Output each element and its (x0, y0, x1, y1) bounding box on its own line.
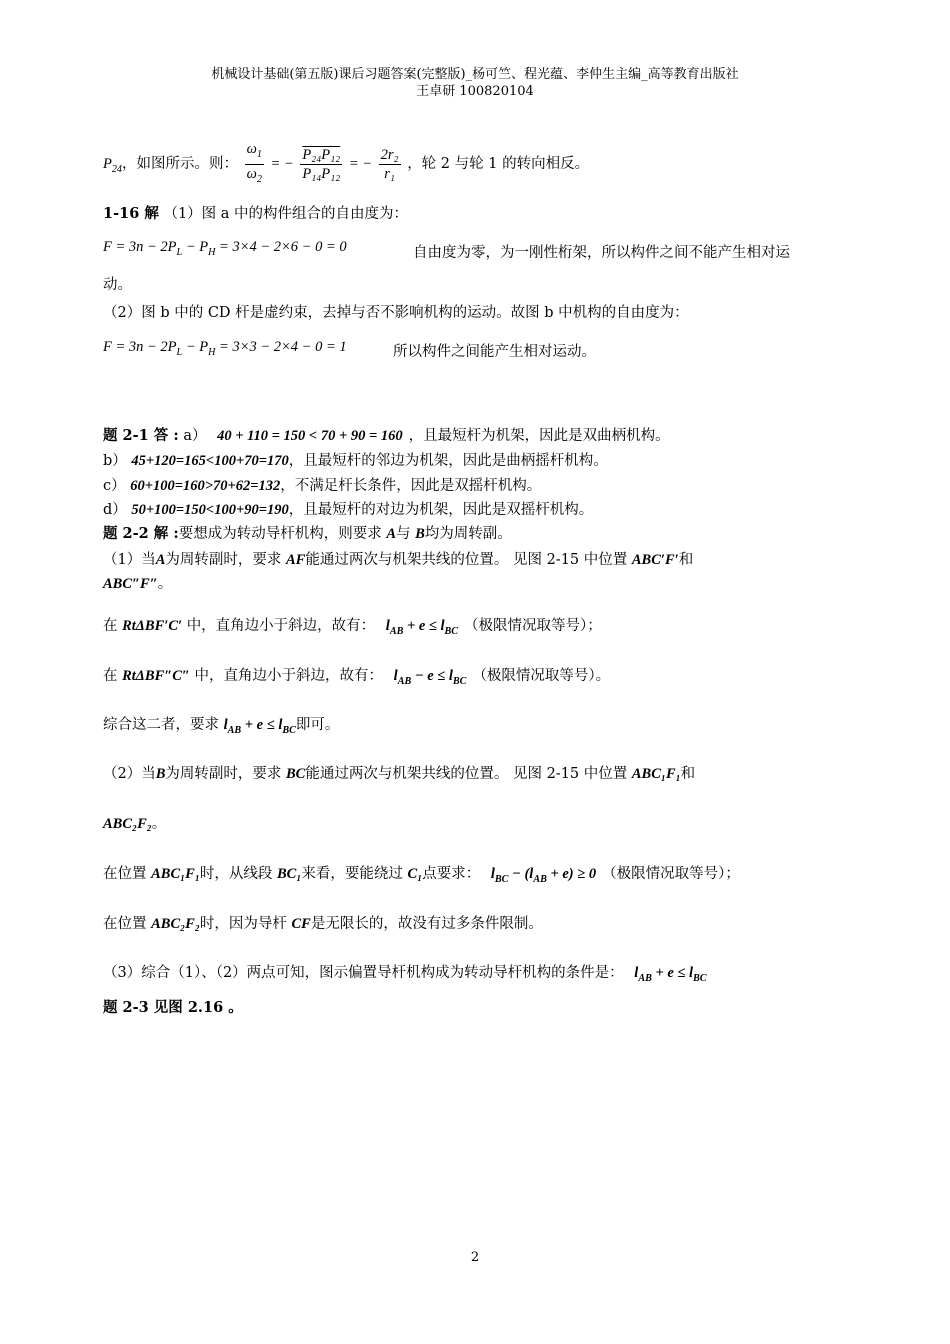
s116-heading: 1-16 解 （1）图 a 中的构件组合的自由度为： (103, 205, 409, 222)
s116-comment1b: 动。 (103, 277, 132, 293)
s22-intro: 题 2-2 解 :要想成为转动导杆机构，则要求 A与 B均为周转副。 (103, 525, 512, 542)
s116-part2: （2）图 b 中的 CD 杆是虚约束，去掉与否不影响机构的运动。故图 b 中机构的自由度为： (103, 305, 689, 321)
s21-c: c） 60+100=160>70+62=132，不满足杆长条件，因此是双摇杆机构。 (103, 478, 542, 494)
pole-ratio: $\frac{\text{P₂₄P₁₂}}{\text{P₁₄P₁₂}}$ (302, 146, 341, 182)
page-header (0, 66, 950, 100)
header-author: 王卓研 100820104 (416, 84, 534, 99)
s22-p2: （2）当B为周转副时，要求 BC能通过两次与机架共线的位置。 见图 2-15 中位置 ABC₁F₁和 (103, 766, 696, 782)
s22-p2-cont: ABC₂F₂。 (103, 816, 167, 832)
s116-comment1: 自由度为零，为一刚性桁架，所以构件之间不能产生相对运 (413, 245, 790, 261)
omega-ratio: $\frac{\omega_1}{\omega_2}$ (246, 140, 262, 185)
s116-formula2: $F = 3n - 2P_L - P_H = 3\times 3 - 2\times 4 - 0 = 1$ (103, 339, 347, 358)
radius-ratio: $\frac{\text{2r₂}}{\text{r₁}}$ (380, 146, 399, 182)
s22-p1-cont: ABC″F″。 (103, 576, 173, 592)
s22-rt1: 在 RtΔBF′C′ 中，直角边小于斜边，故有： $l_{AB} + e \le l_{BC}$ （极限情况取等号）； (103, 618, 602, 637)
s22-at1: 在位置 ABC₁F₁时，从线段 BC₁来看，要能绕过 C₁点要求： $l_{BC} - (l_{AB} + e) \ge 0$ （极限情况取等号）； (103, 866, 740, 885)
s23-heading: 题 2-3 见图 2.16 。 (103, 999, 243, 1016)
header-title: 机械设计基础(第五版)课后习题答案(完整版)_杨可竺、程光蕴、李仲生主编_高等教育出版社 (211, 67, 739, 82)
s22-p3: （3）综合（1）、（2）两点可知，图示偏置导杆机构成为转动导杆机构的条件是： $l_{AB} + e \le l_{BC}$ (103, 965, 707, 984)
s21-d: d） 50+100=150<100+90=190，且最短杆的对边为机架，因此是双摇杆机构。 (103, 502, 594, 518)
s116-formula1: $F = 3n - 2P_L - P_H = 3\times 4 - 2\times 6 - 0 = 0$ (103, 239, 347, 258)
s21-a: 题 2-1 答 : a） 40 + 110 = 150 < 70 + 90 = 160 ，且最短杆为机架，因此是双曲柄机构。 (103, 427, 670, 444)
page-number: 2 (470, 1250, 480, 1265)
s22-summary: 综合这二者，要求 $l_{AB} + e \le l_{BC}$即可。 (103, 717, 340, 736)
s22-rt2: 在 RtΔBF″C″ 中，直角边小于斜边，故有： $l_{AB} - e \le l_{BC}$ （极限情况取等号）。 (103, 668, 611, 687)
s21-b: b） 45+120=165<100+70=170，且最短杆的邻边为机架，因此是曲柄摇杆机构。 (103, 453, 608, 469)
s22-p1: （1）当A为周转副时，要求 AF能通过两次与机架共线的位置。 见图 2-15 中位置 ABC′F′和 (103, 552, 694, 568)
s22-at2: 在位置 ABC₂F₂时，因为导杆 CF是无限长的，故没有过多条件限制。 (103, 916, 543, 932)
s116-comment2: 所以构件之间能产生相对运动。 (393, 344, 596, 360)
ratio-line: $P_{24}$，如图所示。则： $\frac{\omega_1}{\omega_2}$ = − $\frac{\text{P₂₄P₁₂}}{\text{P₁₄P₁₂}}$ = − $\frac{\text{2r₂}}{\text{r₁}}$ ，轮 2 与轮 1 的转向相反。 (103, 138, 589, 196)
